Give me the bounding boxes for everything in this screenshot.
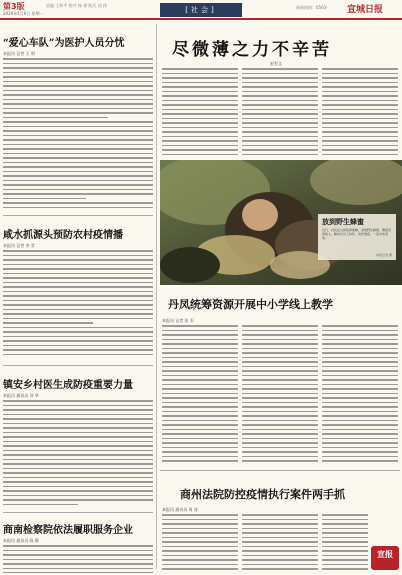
article-headline: 丹凤统筹资源开展中小学线上教学 xyxy=(168,298,333,311)
feature-headline: 尽微薄之力不辛苦 xyxy=(172,40,332,60)
photo-caption-text: 近日，村民在山间放养蜜蜂，采收野生蜂蜜，增加家庭收入。蜂农们分工协作，动作熟练，一派丰收景象。 xyxy=(322,228,392,240)
article-body xyxy=(3,545,153,573)
article-headline: 咸水抓源头预防农村疫情播 xyxy=(3,230,123,241)
watermark-stamp xyxy=(371,546,399,570)
article-body xyxy=(3,250,153,360)
article-body-col1 xyxy=(162,325,238,465)
news-hotline: 新闻热线：0563- xyxy=(296,5,328,10)
photo-caption xyxy=(318,214,396,260)
newspaper-logo: 宣城日报 xyxy=(347,5,384,15)
article-body-col3 xyxy=(322,325,398,465)
page-number: 第3版 xyxy=(3,2,25,11)
article-byline: 本报讯 通讯员 周 涛 xyxy=(162,507,198,512)
article-separator xyxy=(3,512,153,513)
article-byline: 本报讯 通讯员 陈 静 xyxy=(3,538,39,543)
article-headline: 商州法院防控疫情执行案件两手抓 xyxy=(180,488,345,501)
feature-body-col2 xyxy=(242,68,318,156)
photo-caption-title: 放到野生蜂蜜 xyxy=(322,217,364,226)
feature-body-col1 xyxy=(162,68,238,156)
watermark-text: 宣报 xyxy=(377,549,393,559)
article-byline: 本报讯 记者 王 明 xyxy=(3,51,35,56)
photo-credit: 本报记者 摄 xyxy=(376,253,392,257)
article-byline: 本报讯 通讯员 刘 华 xyxy=(3,393,39,398)
editor-line: 责编 王和平 校对 杨 勇 版式 郭 伟 xyxy=(46,3,107,8)
article-separator xyxy=(3,215,153,216)
page-date: 2020年4月6日 星期一 xyxy=(3,11,44,16)
feature-byline: 赵有文 xyxy=(270,61,282,66)
section-title: [社会] xyxy=(160,3,242,17)
article-byline: 本报讯 记者 张 军 xyxy=(162,318,194,323)
article-separator xyxy=(160,470,400,471)
article-body-col3 xyxy=(322,514,368,572)
article-headline: “爱心车队”为医护人员分忧 xyxy=(3,38,125,49)
column-divider xyxy=(156,24,157,569)
article-body-col1 xyxy=(162,514,238,572)
article-body xyxy=(3,58,153,208)
article-body-col2 xyxy=(242,325,318,465)
article-byline: 本报讯 记者 李 青 xyxy=(3,243,35,248)
article-headline: 商南检察院依法履职服务企业 xyxy=(3,525,133,536)
article-separator xyxy=(3,365,153,366)
article-body-col2 xyxy=(242,514,318,572)
masthead xyxy=(0,0,402,20)
article-headline: 镇安乡村医生成防疫重要力量 xyxy=(3,380,133,391)
article-body xyxy=(3,400,153,508)
feature-body-col3 xyxy=(322,68,398,156)
